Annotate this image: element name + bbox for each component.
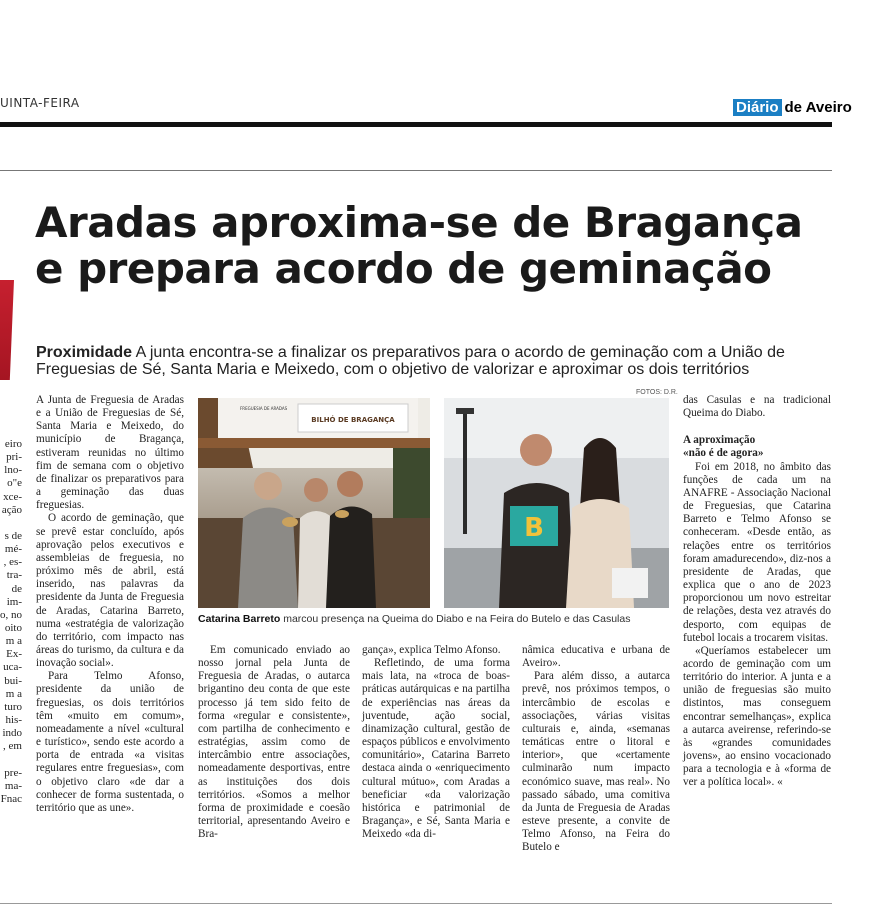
- subheading-line2: «não é de agora»: [683, 447, 764, 460]
- photo-market-stall: [198, 398, 430, 608]
- left-fragment-line: his-: [5, 713, 22, 726]
- section-rule: [0, 170, 832, 171]
- paragraph: Foi em 2018, no âmbito das funções de cada um na ANAFRE - Associação Nacional de Freguesias, que Catarina Barreto e Telmo Afonso se conheceram. «Desde então, as relações entre os territórios foram amadurecendo», diz-nos a presidente de Aradas, que explica que o ano de 2023 proporcionou um novo estreitar de relações, desta vez através do desporto, com equipas de futebol locais a trocarem visitas.: [683, 460, 831, 644]
- left-fragment-line: mé-: [4, 543, 22, 556]
- photo-event-portrait: [444, 398, 669, 608]
- left-fragment-line: de: [11, 582, 22, 595]
- left-fragment-line: ma-: [4, 779, 22, 792]
- left-fragment-line: turo: [4, 700, 22, 713]
- paragraph: nâmica educativa e urbana de Aveiro».: [522, 644, 670, 670]
- left-fragment-line: tra-: [6, 569, 22, 582]
- lead-paragraph: [36, 344, 836, 378]
- article-column-5: [683, 394, 831, 790]
- photo-event-portrait-image: [444, 398, 669, 608]
- paragraph: Para além disso, a autarca prevê, nos próximos tempos, o intercâmbio de escolas e associações, várias visitas culturais e, ainda, «semanas temáticas entre o litoral e interior», que «certamente culminarão num impacto económico suave, mas real». No passado sábado, uma comitiva da Junta de Freguesia de Aradas esteve presente, a convite de Telmo Afonso, na Feira do Butelo e: [522, 670, 670, 854]
- left-fragment-line: [0, 517, 22, 530]
- headline: [35, 200, 835, 292]
- newspaper-brand: [733, 99, 852, 116]
- paragraph: gança», explica Telmo Afonso.: [362, 644, 501, 656]
- subheading: [683, 434, 831, 460]
- paragraph: O acordo de geminação, que se prevê estar concluído, após aprovação pelos executivos e assembleias de freguesia, no próximo mês de abril, está inserido, nas palavras da presidente da Junta de Freguesia de Aradas, Catarina Barreto, numa «estratégia de valorização do território, com impacto nas áreas do turismo, da cultura e da inovação social».: [36, 512, 184, 670]
- article-column-1: [36, 394, 184, 815]
- article-column-2: [198, 644, 350, 841]
- left-fragment-line: s de: [4, 529, 22, 542]
- article-column-4: [522, 644, 670, 855]
- photo-market-stall-image: [198, 398, 430, 608]
- running-head: UINTA-FEIRA: [0, 96, 80, 110]
- left-fragment-line: , es-: [3, 556, 22, 569]
- left-fragment-line: uca-: [3, 661, 22, 674]
- left-fragment-line: ação: [1, 503, 22, 516]
- photo-caption: [198, 613, 670, 625]
- stall-sign-text: BILHÓ DE BRAGANÇA: [311, 416, 395, 424]
- header-rule: [0, 122, 832, 127]
- left-fragment-line: xce-: [3, 490, 22, 503]
- left-fragment-line: Fnac: [0, 792, 22, 805]
- stall-small-sign: FREGUESIA DE ARADAS: [240, 406, 288, 411]
- left-fragment-line: o"e: [7, 477, 22, 490]
- left-fragment-line: m a: [5, 687, 22, 700]
- left-fragment-line: pre-: [4, 766, 22, 779]
- left-fragment-line: o, no: [0, 608, 22, 621]
- left-page-red-fragment: [0, 280, 14, 380]
- lead-kicker: Proximidade: [36, 344, 133, 361]
- caption-name: Catarina Barreto: [198, 613, 281, 625]
- photo-credit: FOTOS: D.R.: [636, 389, 678, 396]
- paragraph: A Junta de Freguesia de Aradas e a União de Freguesias de Sé, Santa Maria e Meixedo, do município de Bragança, estiveram reunidas no último fim de semana com o objetivo de finalizar os preparativos para a geminação das duas freguesias.: [36, 394, 184, 512]
- footer-rule: [0, 903, 832, 904]
- headline-line2: e prepara acordo de geminação: [35, 244, 772, 293]
- paragraph: Refletindo, de uma forma mais lata, na «troca de boas-práticas autárquicas e na partilha de experiências nas áreas da juventude, ação social, dinamização cultural, gestão de espaços públicos e envolvimento comunitário», Catarina Barreto destaca ainda o «enriquecimento cultural mútuo», com Aradas a beneficiar «da valorização histórica e patrimonial de Bragança», e Sé, Santa Maria e Meixedo «da di-: [362, 657, 510, 841]
- left-fragment-line: Ex-: [6, 648, 22, 661]
- paragraph: das Casulas e na tradicional Queima do Diabo.: [683, 394, 831, 420]
- left-fragment-line: eiro: [4, 438, 22, 450]
- sign-letter-b: B: [524, 513, 544, 543]
- page-top-margin: [0, 0, 876, 95]
- paragraph: Para Telmo Afonso, presidente da união de freguesias, os dois territórios têm «muito em comum», nomeadamente a nível «cultural e turístico», sendo este acordo a porta de entrada «a visitas regulares entre freguesias», com o objetivo claro «de dar a conhecer de forma sustentada, o território que as une».: [36, 670, 184, 814]
- brand-part1: Diário: [733, 99, 782, 116]
- left-fragment-line: , em: [3, 740, 22, 753]
- left-fragment-line: pri-: [6, 451, 22, 464]
- caption-text: marcou presença na Queima do Diabo e na Feira do Butelo e das Casulas: [280, 613, 631, 625]
- left-fragment-line: [0, 753, 22, 766]
- paragraph: «Queríamos estabelecer um acordo de geminação com um território do interior. A junta e a união de freguesias são muito distintos, mas conseguem encontrar semelhanças», explica a autarca aveirense, referindo-se às «grandes comunidades jovens», ao ensino vocacionado para a tecnologia e à «forma de ver a política local». «: [683, 644, 831, 789]
- headline-line1: Aradas aproxima-se de Bragança: [35, 198, 803, 247]
- brand-part2: de Aveiro: [784, 99, 852, 116]
- left-fragment-line: im-: [6, 595, 22, 608]
- article-column-3: [362, 644, 510, 841]
- left-fragment-line: m a: [5, 635, 22, 648]
- left-fragment-line: oito: [4, 621, 22, 634]
- subheading-line1: A aproximação: [683, 434, 756, 447]
- lead-text: A junta encontra-se a finalizar os preparativos para o acordo de geminação com a União de Freguesias de Sé, Santa Maria e Meixedo, com o objetivo de valorizar e aproximar os dois territórios: [36, 344, 785, 378]
- left-fragment-line: lno-: [4, 464, 22, 477]
- left-page-text-fragment: [0, 438, 22, 806]
- left-fragment-line: bui-: [4, 674, 22, 687]
- paragraph: Em comunicado enviado ao nosso jornal pela Junta de Freguesia de Aradas, o autarca brigantino deu conta de que este processo já tem sido feito de forma «regular e consistente», com partilha de conhecimento e estratégias, assim como de intercâmbio entre associações, nomeadamente desportivas, entre as instituições dos dois territórios. «Somos a melhor forma de proximidade e coesão territorial, apresentando Aveiro e Bra-: [198, 644, 350, 841]
- left-fragment-line: indo: [2, 727, 22, 740]
